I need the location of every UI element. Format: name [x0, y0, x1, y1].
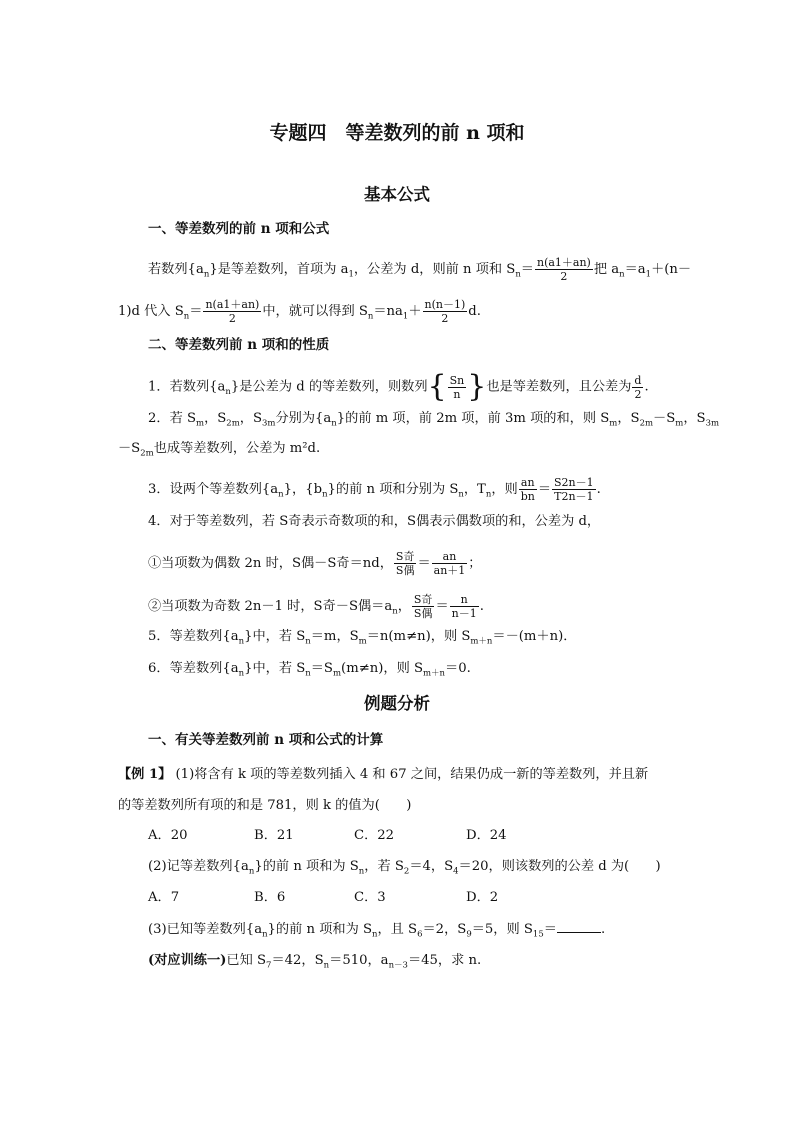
- subheading-example-1: 一、有关等差数列前 n 项和公式的计算: [148, 732, 384, 748]
- property-2-line-2: $-S_{2m}$也成等差数列，公差为 m²d.: [118, 441, 321, 459]
- fraction: $\frac{n}{n-1}$: [451, 593, 477, 620]
- option-a: A．20: [148, 828, 188, 843]
- option-c: C．22: [354, 828, 395, 843]
- example-1-line-2: 的等差数列所有项的和是 781，则 k 的值为( ): [118, 798, 412, 813]
- option-b: B．6: [254, 890, 286, 905]
- option-a: A．7: [148, 890, 180, 905]
- fraction: $\frac{n(a1+an)}{2}$: [536, 256, 591, 283]
- option-d: D．24: [466, 828, 507, 843]
- fraction: $\frac{\text{S奇}}{\text{S偶}}$: [395, 550, 415, 577]
- formula-line-1: 若数列$\{a_n\}$是等差数列，首项为 $a_1$，公差为 d，则前 n 项和 $S_n=$ $\frac{n(a1+an)}{2}$ 把 $a_n=a_1+(n-$: [148, 256, 692, 283]
- formula-line-2: 1)d 代入 $S_n=$ $\frac{n(a1+an)}{2}$ 中，就可以得到 $S_n=na_1+$ $\frac{n(n-1)}{2}$ d.: [118, 298, 481, 325]
- subheading-sum-formula: 一、等差数列的前 n 项和公式: [148, 221, 330, 237]
- option-d: D．2: [466, 890, 499, 905]
- property-4: 4．对于等差数列，若 S奇表示奇数项的和，S偶表示偶数项的和，公差为 d，: [148, 514, 601, 529]
- example-1-question-3: (3)已知等差数列$\{a_n\}$的前 n 项和为 $S_n$，且 $S_6=2$，$S_9=5$，则 $S_{15}=$ .: [148, 922, 606, 940]
- property-6: 6．等差数列$\{a_n\}$中，若 $S_n=S_m(m\ne n)$，则 $S_{m+n}=0$.: [148, 661, 471, 679]
- training-exercise-1: (对应训练一)已知 $S_7=42$，$S_n=510$，$a_{n-3}=45$，求 n.: [148, 953, 482, 971]
- property-5: 5．等差数列$\{a_n\}$中，若 $S_n=m$，$S_m=n(m\ne n)$，则 $S_{m+n}=-(m+n)$．: [148, 629, 577, 647]
- section-heading-basic: 基本公式: [364, 185, 430, 204]
- fraction: $\frac{an}{an+1}$: [433, 550, 466, 577]
- property-1: 1．若数列$\{a_n\}$是公差为 d 的等差数列，则数列{ $\frac{Sn}{n}$ }也是等差数列，且公差为 $\frac{d}{2}$ .: [148, 369, 649, 404]
- property-3: 3．设两个等差数列$\{a_n\}$，$\{b_n\}$的前 n 项和分别为 $S_n$，$T_n$，则 $\frac{an}{bn}$ ＝ $\frac{S2n-1}{T2n-1}$ .: [148, 476, 601, 503]
- property-4-odd: ②当项数为奇数 2n－1 时，S奇－S偶$=a_n$， $\frac{\text{S奇}}{\text{S偶}}$ ＝ $\frac{n}{n-1}$ .: [148, 593, 484, 620]
- fraction: $\frac{S2n-1}{T2n-1}$: [554, 476, 594, 503]
- option-b: B．21: [254, 828, 294, 843]
- example-1-line-1: 【例 1】 (1)将含有 k 项的等差数列插入 4 和 67 之间，结果仍成一新的等差数列，并且新: [118, 767, 649, 782]
- subheading-properties: 二、等差数列前 n 项和的性质: [148, 337, 330, 353]
- answer-blank: [557, 920, 601, 933]
- example-1-options-2: [148, 889, 498, 907]
- section-heading-examples: 例题分析: [364, 694, 430, 713]
- property-4-even: ①当项数为偶数 2n 时，S偶－S奇＝nd， $\frac{\text{S奇}}{\text{S偶}}$ ＝ $\frac{an}{an+1}$ ；: [148, 550, 482, 577]
- fraction: $\frac{n(a1+an)}{2}$: [205, 298, 260, 325]
- fraction: $\frac{Sn}{n}$: [449, 373, 465, 401]
- page-title: 专题四 等差数列的前 n 项和: [269, 122, 525, 144]
- fraction: $\frac{d}{2}$: [634, 373, 642, 401]
- fraction: $\frac{n(n-1)}{2}$: [424, 298, 466, 325]
- fraction: $\frac{an}{bn}$: [520, 476, 535, 503]
- example-1-options-1: [148, 827, 507, 845]
- option-c: C．3: [354, 890, 386, 905]
- property-2-line-1: 2．若 $S_m$，$S_{2m}$，$S_{3m}$分别为$\{a_n\}$的前 m 项，前 2m 项，前 3m 项的和，则 $S_m$，$S_{2m}-S_m$，$S_{3m}$: [148, 411, 720, 429]
- fraction: $\frac{\text{S奇}}{\text{S偶}}$: [413, 593, 433, 620]
- example-1-question-2: (2)记等差数列$\{a_n\}$的前 n 项和为 $S_n$，若 $S_2=4$，$S_4=20$，则该数列的公差 d 为( ): [148, 859, 661, 877]
